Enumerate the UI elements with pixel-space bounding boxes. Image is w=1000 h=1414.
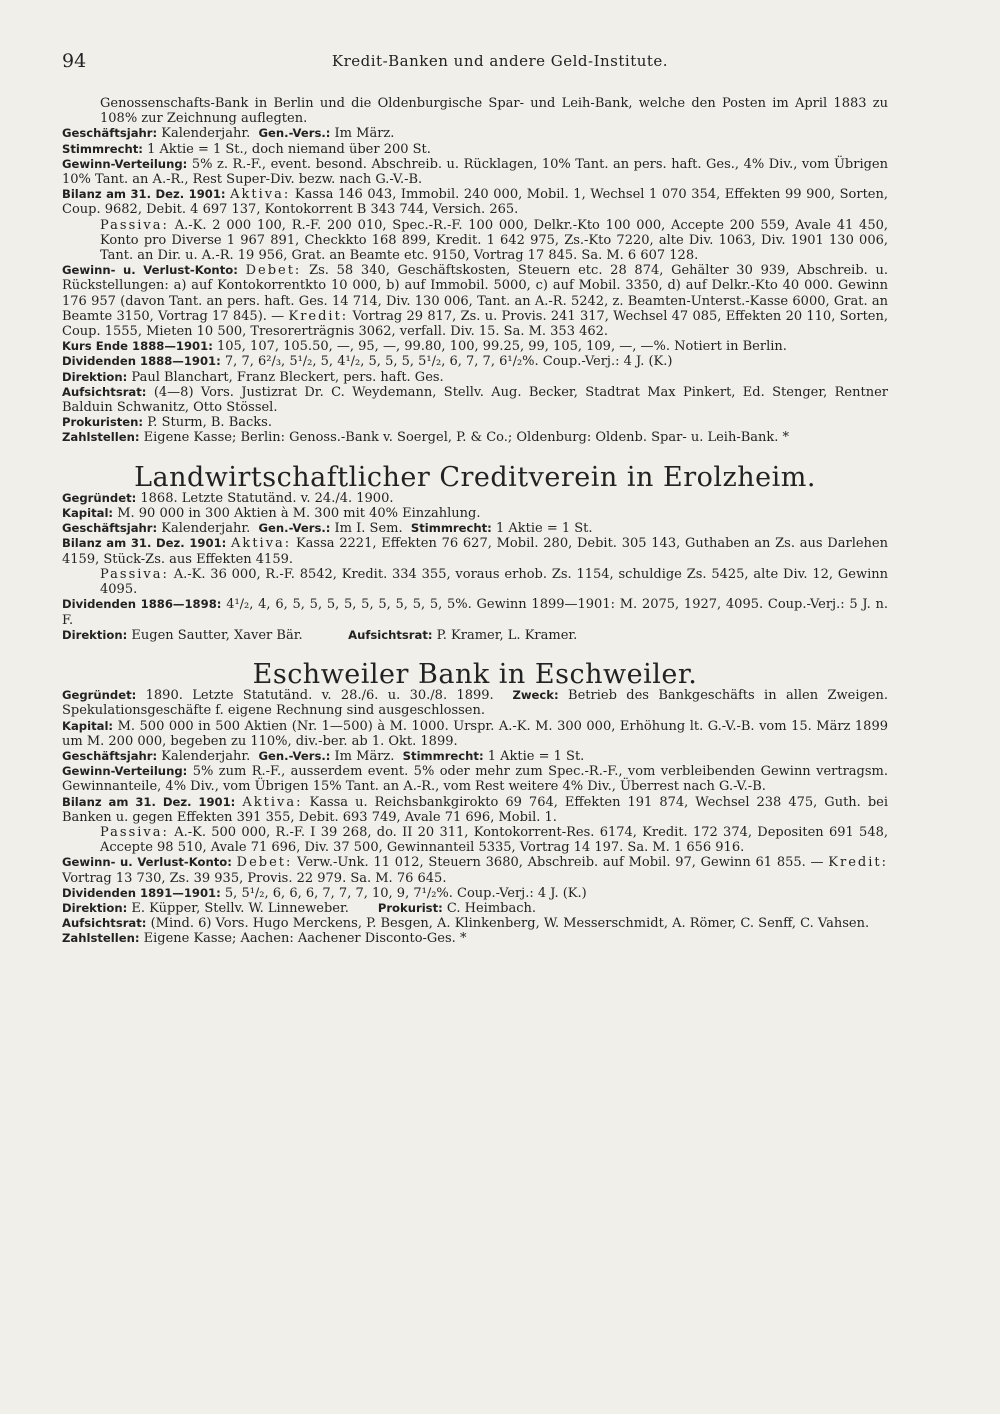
entry-text: Kalenderjahr. [161, 126, 251, 142]
entry-label: Dividenden 1888—1901: [62, 354, 221, 369]
entry-label: Kapital: [62, 718, 114, 733]
entry-text: Vortrag 13 730, Zs. 39 935, Provis. 22 979. Sa. M. 76 645. [62, 870, 447, 886]
entry-label: Direktion: [62, 369, 128, 384]
entry-aufsichtsrat [62, 385, 888, 415]
entry-text: Kassa 146 043, Immobil. 240 000, Mobil. 1, Wechsel 1 070 354, Effekten 99 900, Sorten, Coup. 9682, Debit. 4 697 137, Kontokorrent B 343 744, Versich. 265. [62, 187, 888, 218]
page-header [62, 50, 938, 74]
passiva-label: Passiva: [100, 566, 169, 582]
entry-kapital [62, 719, 888, 749]
entry-text: Genossenschafts-Bank in Berlin und die Oldenburgische Spar- und Leih-Bank, welche den Posten im April 1883 zu 108% zur Zeichnung auflegten. [100, 96, 888, 127]
entry-direktion [62, 901, 888, 916]
entry-text: A.-K. 2 000 100, R.-F. 200 010, Spec.-R.-F. 100 000, Delkr.-Kto 100 000, Accepte 200 559, Avale 41 450, Konto pro Diverse 1 967 891, Checkkto 168 899, Kredit. 1 642 975, Zs.-Kto 7220, alte Div. 1063, Div. 1901 130 006, Tant. an Dir. u. A.-R. 19 956, Grat. an Beamte etc. 9150, Vortrag 17 845. Sa. M. 6 607 128. [100, 217, 888, 264]
entry-label: Bilanz am 31. Dez. 1901: [62, 187, 226, 202]
entry-text: Eugen Sautter, Xaver Bär. [131, 627, 303, 643]
entry-zahlstellen [62, 430, 888, 445]
passiva-label: Passiva: [100, 824, 169, 840]
entry-passiva [62, 825, 888, 855]
entry-text: Kassa 2221, Effekten 76 627, Mobil. 280, Debit. 305 143, Guthaben an Zs. aus Darlehen 4159, Stück-Zs. aus Effekten 4159. [62, 536, 888, 567]
entry-label: Kapital: [62, 506, 114, 521]
entry-passiva [62, 567, 888, 597]
entry-label: Gewinn-Verteilung: [62, 156, 188, 171]
entry-text: 1 Aktie = 1 St. [487, 748, 585, 764]
entry-geschaeftsjahr [62, 749, 888, 764]
section-title-erolzheim: Landwirtschaftlicher Creditverein in Erolzheim. [134, 461, 816, 493]
entry-label: Gewinn-Verteilung: [62, 764, 188, 779]
entry-label: Prokurist: [377, 900, 443, 915]
entry-stimmrecht [62, 142, 888, 157]
entry-bilanz [62, 187, 888, 217]
page-number: 94 [62, 50, 87, 72]
page-content [62, 96, 888, 947]
entry-text: E. Küpper, Stellv. W. Linneweber. [131, 900, 349, 916]
kredit-label: Kredit: [828, 855, 888, 871]
entry-label: Stimmrecht: [62, 141, 143, 156]
entry-text: Kalenderjahr. [161, 748, 251, 764]
entry-passiva [62, 218, 888, 264]
entry-text: Kassa u. Reichsbankgirokto 69 764, Effekten 191 874, Wechsel 238 475, Guth. bei Banken u. gegen Effekten 391 355, Debit. 693 749, Avale 71 696, Mobil. 1. [62, 794, 888, 825]
entry-label: Aufsichtsrat: [62, 916, 147, 931]
entry-gegruendet [62, 688, 888, 718]
entry-label: Aufsichtsrat: [348, 627, 433, 642]
entry-text: 7, 7, 6²/₃, 5¹/₂, 5, 4¹/₂, 5, 5, 5, 5¹/₂, 6, 7, 7, 6¹/₂%. Coup.-Verj.: 4 J. (K.) [224, 354, 673, 370]
aktiva-label: Aktiva: [242, 794, 303, 810]
entry-gewinn-verlust [62, 855, 888, 885]
entry-label: Gen.-Vers.: [258, 521, 331, 536]
entry-label: Zweck: [512, 688, 559, 703]
entry-text: Betrieb des Bankgeschäfts in allen Zweigen. Spekulationsgeschäfte f. eigene Rechnung sind ausgeschlossen. [62, 688, 889, 719]
entry-label: Dividenden 1891—1901: [62, 885, 221, 900]
entry-label: Zahlstellen: [62, 430, 140, 445]
entry-label: Dividenden 1886—1898: [62, 597, 222, 612]
entry-label: Gewinn- u. Verlust-Konto: [62, 855, 232, 870]
entry-aufsichtsrat [62, 916, 888, 931]
entry-label: Gegründet: [62, 490, 137, 505]
entry-prokuristen [62, 415, 888, 430]
entry-label: Aufsichtsrat: [62, 384, 147, 399]
entry-text: Eigene Kasse; Aachen: Aachener Disconto-Ges. * [143, 931, 467, 947]
entry-kapital [62, 506, 888, 521]
entry-dividenden [62, 354, 888, 369]
entry-label: Prokuristen: [62, 415, 144, 430]
entry-text: A.-K. 36 000, R.-F. 8542, Kredit. 334 355, voraus erhob. Zs. 1154, schuldige Zs. 5425, alte Div. 12, Gewinn 4095. [100, 566, 888, 598]
entry-text: P. Sturm, B. Backs. [147, 415, 272, 431]
aktiva-label: Aktiva: [231, 536, 292, 552]
entry-text: Zs. 58 340, Geschäftskosten, Steuern etc. 28 874, Gehälter 30 939, Abschreib. u. Rückstellungen: a) auf Kontokorrentkto 10 000, b) auf Immobil. 5000, c) auf Mobil. 3350, d) auf Delkr.-Kto 40 000. Gewinn 176 957 (davon Tant. an pers. haft. Ges. 14 714, Div. 130 006, Tant. an A.-R. 5242, z. Beamten-Unterst.-Kasse 6000, Grat. an Beamte 3150, Vortrag 17 845). — [62, 263, 889, 324]
entry-label: Zahlstellen: [62, 931, 140, 946]
entry-label: Gegründet: [62, 688, 137, 703]
entry-text: (4—8) Vors. Justizrat Dr. C. Weydemann, Stellv. Aug. Becker, Stadtrat Max Pinkert, Ed. Stenger, Rentner Balduin Schwanitz, Otto Stössel. [62, 384, 888, 416]
entry-label: Gen.-Vers.: [258, 748, 331, 763]
entry-text: Im März. [334, 748, 395, 764]
entry-intro [62, 96, 888, 126]
debet-label: Debet: [245, 263, 302, 279]
entry-bilanz [62, 795, 888, 825]
entry-geschaeftsjahr [62, 521, 888, 536]
entry-text: Eigene Kasse; Berlin: Genoss.-Bank v. Soergel, P. & Co.; Oldenburg: Oldenb. Spar- u. Leih-Bank. * [143, 430, 790, 446]
entry-text: A.-K. 500 000, R.-F. I 39 268, do. II 20 311, Kontokorrent-Res. 6174, Kredit. 172 374, Depositen 691 548, Accepte 98 510, Avale 71 696, Div. 37 500, Gewinnanteil 5335, Vortrag 14 197. Sa. M. 1 656 916. [100, 824, 888, 856]
entry-text: Vortrag 29 817, Zs. u. Provis. 241 317, Wechsel 47 085, Effekten 20 110, Sorten, Coup. 1555, Mieten 10 500, Tresorerträgnis 3062, verfall. Div. 15. Sa. M. 353 462. [62, 308, 888, 340]
entry-text: 1 Aktie = 1 St. [495, 521, 593, 537]
entry-label: Geschäftsjahr: [62, 748, 158, 763]
entry-label: Stimmrecht: [402, 748, 484, 763]
entry-text: (Mind. 6) Vors. Hugo Merckens, P. Besgen, A. Klinkenberg, W. Messerschmidt, A. Römer, C. Senff, C. Vahsen. [150, 916, 870, 932]
entry-text: Paul Blanchart, Franz Bleckert, pers. haft. Ges. [131, 369, 444, 385]
entry-dividenden [62, 886, 888, 901]
entry-gewinn-verteilung [62, 764, 888, 794]
entry-bilanz [62, 536, 888, 566]
entry-label: Direktion: [62, 900, 128, 915]
entry-text: 4¹/₂, 4, 6, 5, 5, 5, 5, 5, 5, 5, 5, 5, 5%. Gewinn 1899—1901: M. 2075, 1927, 4095. Coup.-Verj.: 5 J. n. F. [62, 597, 888, 628]
entry-text: 105, 107, 105.50, —, 95, —, 99.80, 100, 99.25, 99, 105, 109, —, —%. Notiert in Berlin. [216, 339, 787, 355]
entry-text: Im I. Sem. [334, 521, 403, 537]
entry-gewinn-verteilung [62, 157, 888, 187]
entry-label: Bilanz am 31. Dez. 1901: [62, 794, 236, 809]
entry-text: Verw.-Unk. 11 012, Steuern 3680, Abschreib. auf Mobil. 97, Gewinn 61 855. — [297, 855, 824, 871]
entry-kurs [62, 339, 888, 354]
entry-text: 5% zum R.-F., ausserdem event. 5% oder mehr zum Spec.-R.-F., vom verbleibenden Gewinn vertragsm. Gewinnanteile, 4% Div., vom Übrigen 15% Tant. an A.-R., vom Rest weitere 4% Div., Überrest nach G.-V.-B. [62, 764, 888, 795]
debet-label: Debet: [236, 855, 293, 871]
entry-text: M. 90 000 in 300 Aktien à M. 300 mit 40% Einzahlung. [117, 506, 481, 522]
passiva-label: Passiva: [100, 217, 169, 233]
entry-direktion [62, 628, 888, 643]
entry-label: Bilanz am 31. Dez. 1901: [62, 536, 227, 551]
section-title-eschweiler: Eschweiler Bank in Eschweiler. [252, 658, 698, 690]
entry-geschaeftsjahr [62, 126, 888, 141]
entry-text: 5, 5¹/₂, 6, 6, 6, 7, 7, 7, 10, 9, 7¹/₂%. Coup.-Verj.: 4 J. (K.) [224, 885, 587, 901]
entry-text: C. Heimbach. [446, 900, 537, 916]
entry-text: 1 Aktie = 1 St., doch niemand über 200 St. [147, 141, 431, 157]
running-title: Kredit-Banken und andere Geld-Institute. [331, 52, 669, 70]
entry-text: P. Kramer, L. Kramer. [436, 627, 578, 643]
entry-label: Gen.-Vers.: [258, 126, 331, 141]
entry-label: Direktion: [62, 627, 128, 642]
entry-text: 5% z. R.-F., event. besond. Abschreib. u. Rücklagen, 10% Tant. an pers. haft. Ges., 4% Div., vom Übrigen 10% Tant. an A.-R., Rest Super-Div. bezw. nach G.-V.-B. [62, 156, 888, 188]
entry-dividenden [62, 597, 888, 627]
entry-direktion [62, 370, 888, 385]
entry-text: 1890. Letzte Statutänd. v. 28./6. u. 30./8. 1899. [145, 688, 494, 704]
entry-gegruendet [62, 491, 888, 506]
aktiva-label: Aktiva: [230, 187, 291, 203]
entry-text: M. 500 000 in 500 Aktien (Nr. 1—500) à M. 1000. Urspr. A.-K. M. 300 000, Erhöhung lt. G.-V.-B. vom 15. März 1899 um M. 200 000, begeben zu 110%, div.-ber. ab 1. Okt. 1899. [62, 718, 888, 749]
entry-text: 1868. Letzte Statutänd. v. 24./4. 1900. [140, 490, 394, 506]
entry-text: Im März. [334, 126, 395, 142]
entry-zahlstellen [62, 931, 888, 946]
entry-label: Kurs Ende 1888—1901: [62, 339, 213, 354]
entry-label: Geschäftsjahr: [62, 521, 158, 536]
kredit-label: Kredit: [288, 308, 349, 324]
entry-label: Gewinn- u. Verlust-Konto: [62, 263, 238, 278]
entry-label: Stimmrecht: [410, 521, 492, 536]
entry-gewinn-verlust [62, 263, 888, 339]
entry-label: Geschäftsjahr: [62, 126, 158, 141]
entry-text: Kalenderjahr. [161, 521, 251, 537]
